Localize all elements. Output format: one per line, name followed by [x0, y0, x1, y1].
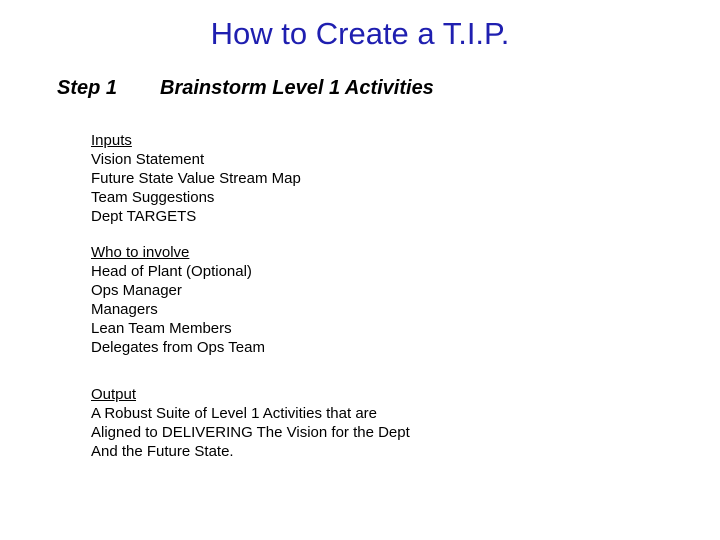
output-section — [91, 385, 410, 461]
inputs-item: Vision Statement — [91, 151, 205, 168]
who-to-involve-item: Lean Team Members — [91, 320, 232, 337]
inputs-item: Dept TARGETS — [91, 208, 197, 225]
who-to-involve-item: Head of Plant (Optional) — [91, 263, 252, 280]
who-to-involve-section — [91, 243, 265, 357]
step-description: Brainstorm Level 1 Activities — [160, 77, 434, 99]
inputs-item: Team Suggestions — [91, 189, 215, 206]
who-to-involve-item: Managers — [91, 301, 158, 318]
inputs-heading: Inputs — [91, 132, 132, 149]
inputs-section — [91, 131, 301, 226]
who-to-involve-item: Delegates from Ops Team — [91, 339, 265, 356]
step-label: Step 1 — [57, 77, 118, 99]
output-item: Aligned to DELIVERING The Vision for the Dept — [91, 424, 410, 441]
who-to-involve-item: Ops Manager — [91, 282, 182, 299]
inputs-item: Future State Value Stream Map — [91, 170, 301, 187]
slide-title: How to Create a T.I.P. — [210, 16, 510, 51]
output-item: And the Future State. — [91, 443, 234, 460]
output-heading: Output — [91, 386, 137, 403]
who-to-involve-heading: Who to involve — [91, 244, 190, 261]
output-item: A Robust Suite of Level 1 Activities that are — [91, 405, 377, 422]
